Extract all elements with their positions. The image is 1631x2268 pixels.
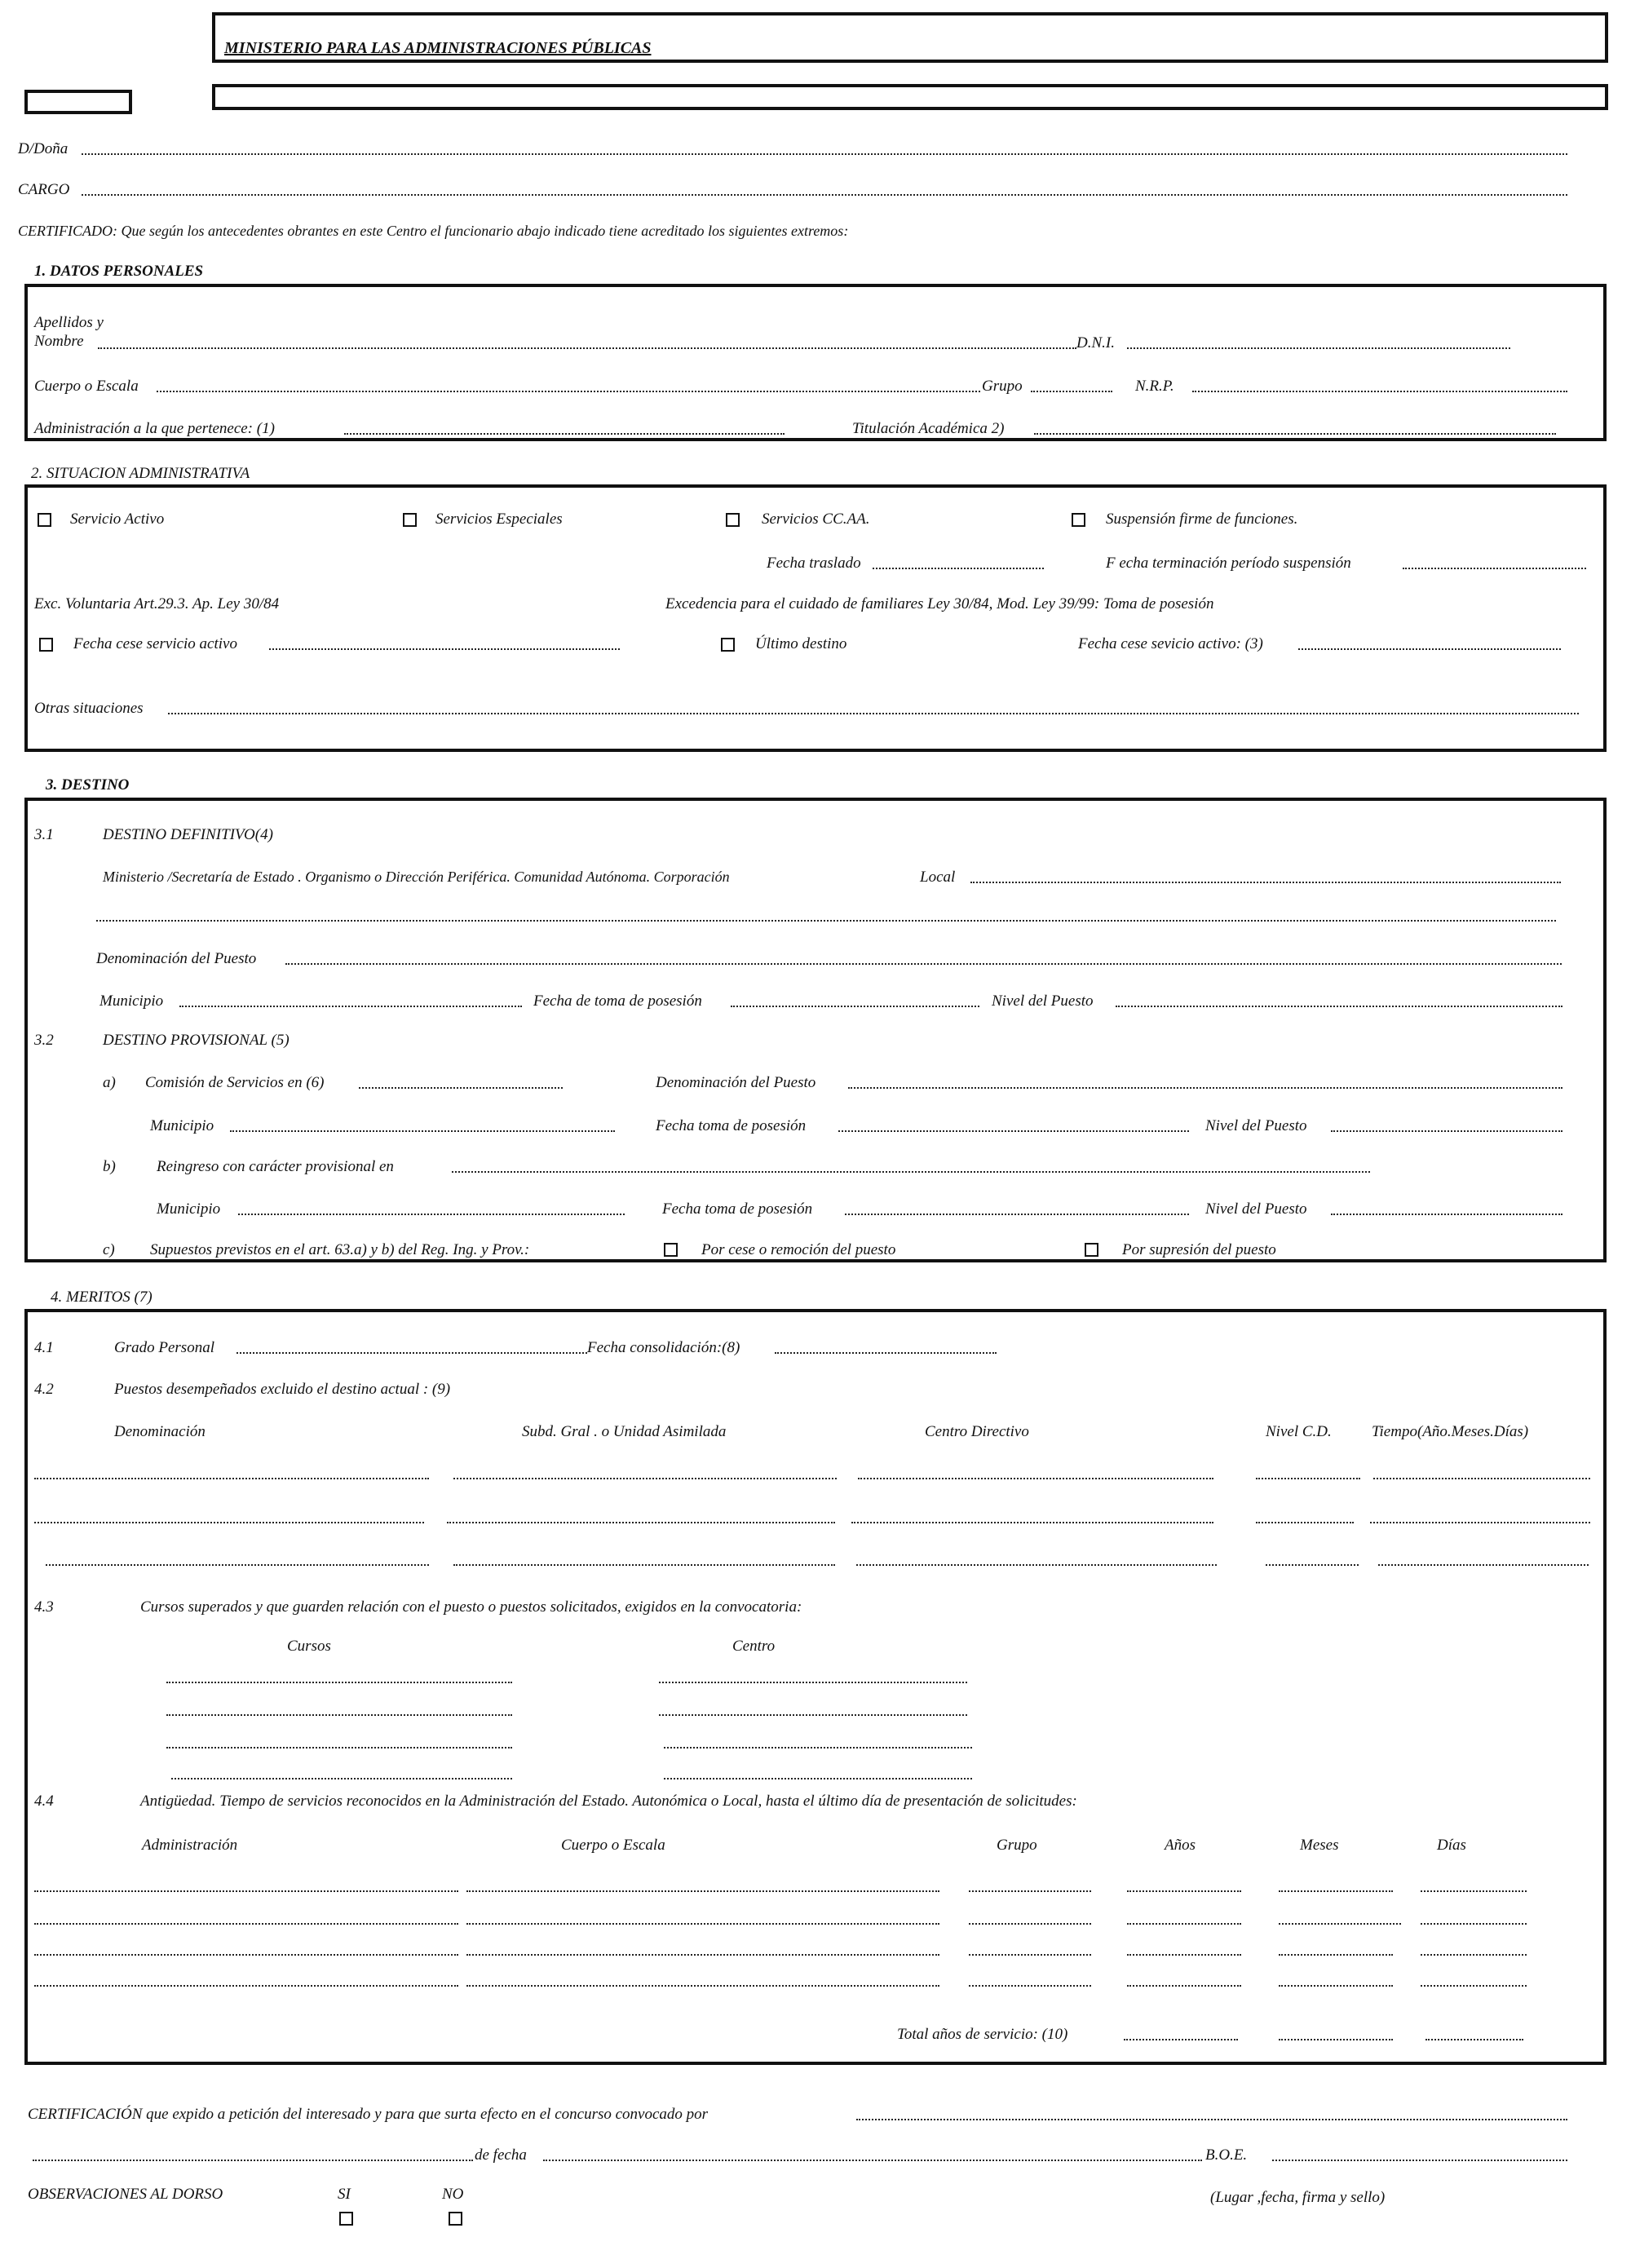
denominacion2-label: Denominación del Puesto [656,1074,816,1091]
apellidos-label-1: Apellidos y [34,314,104,331]
antig-row2-meses[interactable] [1279,1923,1401,1925]
fecha-terminacion-field[interactable] [1403,568,1586,569]
antig-row4-admin[interactable] [34,1985,458,1987]
puestos-row2-denominacion[interactable] [34,1522,424,1523]
supuestos-label: Supuestos previstos en el art. 63.a) y b) del Reg. Ing. y Prov.: [150,1241,530,1258]
registry-box-wide[interactable] [212,84,1608,110]
reingreso-field[interactable] [452,1171,1370,1173]
apellidos-field[interactable] [98,347,1076,349]
puestos-row2-centro[interactable] [851,1522,1213,1523]
cursos-row2-centro[interactable] [659,1714,967,1716]
antig-row1-dias[interactable] [1421,1890,1527,1892]
col-nivel: Nivel C.D. [1266,1423,1332,1440]
suspension-label: Suspensión firme de funciones. [1106,511,1298,528]
municipio-field[interactable] [179,1006,522,1007]
fecha-toma3-field[interactable] [845,1214,1189,1215]
nrp-label: N.R.P. [1135,378,1174,395]
section2-title: 2. SITUACION ADMINISTRATIVA [31,465,250,482]
puestos-row1-centro[interactable] [858,1478,1213,1479]
col-anos: Años [1165,1837,1196,1854]
nivel2-field[interactable] [1331,1130,1562,1132]
local-field[interactable] [970,882,1561,883]
registry-box-small[interactable] [24,90,132,114]
antig-row2-anos[interactable] [1127,1923,1241,1925]
antig-row2-dias[interactable] [1421,1923,1527,1925]
col-admin: Administración [142,1837,238,1854]
puestos-row1-denominacion[interactable] [34,1478,429,1479]
antig-row1-cuerpo[interactable] [466,1890,939,1892]
fecha-cese-field[interactable] [269,648,620,650]
cursos-row3-curso[interactable] [166,1747,512,1749]
n43: 4.3 [34,1598,54,1616]
cuerpo-field[interactable] [157,391,980,392]
puestos-row1-tiempo[interactable] [1373,1478,1590,1479]
por-supresion-checkbox[interactable] [1085,1243,1098,1257]
concurso-field[interactable] [856,2119,1567,2120]
exc-voluntaria-label: Exc. Voluntaria Art.29.3. Ap. Ley 30/84 [34,595,280,612]
section3-box [24,798,1607,1262]
certificacion-text: CERTIFICACIÓN que expido a petición del interesado y para que surta efecto en el concurso convocado por [28,2106,709,2123]
denominacion2-field[interactable] [848,1087,1562,1089]
admin-label: Administración a la que pertenece: (1) [34,420,275,437]
antig-row3-cuerpo[interactable] [466,1954,939,1956]
fecha-cese-label: Fecha cese servicio activo [73,635,237,652]
grado-field[interactable] [236,1352,587,1354]
puestos-row1-nivel[interactable] [1256,1478,1360,1479]
nivel-field[interactable] [1116,1006,1562,1007]
col-denominacion: Denominación [114,1423,206,1440]
total-anos-field[interactable] [1124,2039,1238,2040]
fecha-toma2-field[interactable] [838,1130,1189,1132]
admin-field[interactable] [344,433,785,435]
antig-row3-grupo[interactable] [969,1954,1091,1956]
servicio-activo-label: Servicio Activo [70,511,165,528]
col-centro2: Centro [732,1638,776,1655]
excedencia-label: Excedencia para el cuidado de familiares Ley 30/84, Mod. Ley 39/99: Toma de posesión [665,595,1214,612]
puestos-row2-tiempo[interactable] [1370,1522,1590,1523]
col-subd: Subd. Gral . o Unidad Asimilada [522,1423,727,1440]
grado-label: Grado Personal [114,1339,214,1356]
lugar-label: (Lugar ,fecha, firma y sello) [1210,2189,1386,2206]
section1-title: 1. DATOS PERSONALES [34,263,204,280]
section1-box [24,284,1607,441]
section4-title: 4. MERITOS (7) [51,1289,152,1306]
col-tiempo: Tiempo(Año.Meses.Días) [1372,1423,1529,1440]
nrp-field[interactable] [1192,391,1567,392]
puestos-row1-subd[interactable] [453,1478,837,1479]
grupo-label: Grupo [982,378,1023,395]
antig-row4-dias[interactable] [1421,1985,1527,1987]
antig-row1-admin[interactable] [34,1890,458,1892]
servicios-especiales-checkbox[interactable] [403,513,417,527]
section4-box [24,1309,1607,2065]
fecha-toma-field[interactable] [731,1006,979,1007]
c-label: c) [103,1241,115,1258]
fecha-terminacion-label: F echa terminación período suspensión [1106,555,1351,572]
cursos-row1-curso[interactable] [166,1682,512,1683]
certificado-text: CERTIFICADO: Que según los antecedentes obrantes en este Centro el funcionario abajo indicado tiene acreditado los siguientes extremos: [18,223,849,239]
cursos-row4-centro[interactable] [664,1778,972,1779]
puestos-label: Puestos desempeñados excluido el destino actual : (9) [114,1381,451,1398]
name-label: D/Doña [18,140,69,157]
antig-row3-meses[interactable] [1279,1954,1393,1956]
otras-label: Otras situaciones [34,700,144,717]
por-supresion-label: Por supresión del puesto [1122,1241,1276,1258]
col-centro: Centro Directivo [925,1423,1029,1440]
nivel3-label: Nivel del Puesto [1205,1200,1307,1218]
reingreso-label: Reingreso con carácter provisional en [157,1158,394,1175]
antig-row4-cuerpo[interactable] [466,1985,939,1987]
total-meses-field[interactable] [1279,2039,1393,2040]
col-meses: Meses [1300,1837,1339,1854]
antig-row4-grupo[interactable] [969,1985,1091,1987]
ministerio-field-2[interactable] [96,920,1556,922]
servicios-ccaa-label: Servicios CC.AA. [762,511,870,528]
grupo-field[interactable] [1031,391,1112,392]
total-label: Total años de servicio: (10) [897,2026,1068,2043]
fecha-traslado-field[interactable] [873,568,1044,569]
fecha-cese-checkbox[interactable] [39,638,53,652]
puestos-row3-subd[interactable] [453,1564,835,1566]
n41: 4.1 [34,1339,54,1356]
n31: 3.1 [34,826,54,843]
puestos-row3-nivel[interactable] [1266,1564,1359,1566]
destino-provisional-label: DESTINO PROVISIONAL (5) [103,1032,290,1049]
fecha-toma3-label: Fecha toma de posesión [662,1200,813,1218]
b-label: b) [103,1158,116,1175]
servicios-especiales-label: Servicios Especiales [435,511,563,528]
nivel2-label: Nivel del Puesto [1205,1117,1307,1134]
antig-row2-grupo[interactable] [969,1923,1091,1925]
por-cese-checkbox[interactable] [664,1243,678,1257]
cuerpo-label: Cuerpo o Escala [34,378,139,395]
fecha-toma-label: Fecha de toma de posesión [533,993,702,1010]
cargo-label: CARGO [18,181,70,198]
antig-row1-grupo[interactable] [969,1890,1091,1892]
ultimo-destino-label: Último destino [755,635,847,652]
fecha-cese2-label: Fecha cese sevicio activo: (3) [1078,635,1263,652]
municipio3-label: Municipio [157,1200,221,1218]
ministerio-label: Ministerio /Secretaría de Estado . Organismo o Dirección Periférica. Comunidad Autónoma. Corporación [103,869,730,885]
no-label: NO [442,2186,464,2203]
puestos-row2-nivel[interactable] [1256,1522,1354,1523]
cursos-row2-curso[interactable] [166,1714,512,1716]
n42: 4.2 [34,1381,54,1398]
antig-row2-cuerpo[interactable] [466,1923,939,1925]
puestos-row3-denominacion[interactable] [46,1564,429,1566]
antig-row2-admin[interactable] [34,1923,458,1925]
municipio2-label: Municipio [150,1117,214,1134]
servicio-activo-checkbox[interactable] [38,513,51,527]
no-checkbox[interactable] [449,2212,462,2226]
col-grupo: Grupo [997,1837,1037,1854]
puestos-row3-centro[interactable] [856,1564,1217,1566]
ministry-title: MINISTERIO PARA LAS ADMINISTRACIONES PÚBLICAS [224,39,652,57]
cursos-row3-centro[interactable] [664,1747,972,1749]
boe-label: B.O.E. [1205,2146,1248,2164]
n32: 3.2 [34,1032,54,1049]
de-fecha-label: de fecha [475,2146,527,2164]
convocatoria-field[interactable] [33,2160,473,2161]
antig-row3-anos[interactable] [1127,1954,1241,1956]
destino-definitivo-label: DESTINO DEFINITIVO(4) [103,826,273,843]
fecha-toma2-label: Fecha toma de posesión [656,1117,807,1134]
antig-row1-meses[interactable] [1279,1890,1393,1892]
comision-label: Comisión de Servicios en (6) [145,1074,325,1091]
col-dias: Días [1437,1837,1466,1854]
antig-row4-anos[interactable] [1127,1985,1241,1987]
fecha-cese2-field[interactable] [1298,648,1561,650]
de-fecha-field[interactable] [543,2160,1202,2161]
por-cese-label: Por cese o remoción del puesto [701,1241,896,1258]
total-dias-field[interactable] [1425,2039,1523,2040]
titulacion-field[interactable] [1034,433,1556,435]
servicios-ccaa-checkbox[interactable] [726,513,740,527]
local-label: Local [920,869,956,886]
denominacion-label: Denominación del Puesto [96,950,257,967]
name-field[interactable] [82,153,1567,155]
comision-field[interactable] [359,1087,563,1089]
antig-row4-meses[interactable] [1279,1985,1393,1987]
antig-row3-dias[interactable] [1421,1954,1527,1956]
cargo-field[interactable] [82,194,1567,196]
titulacion-label: Titulación Académica 2) [852,420,1005,437]
col-cursos: Cursos [287,1638,331,1655]
cursos-text: Cursos superados y que guarden relación con el puesto o puestos solicitados, exigidos en la convocatoria: [140,1598,802,1616]
municipio3-field[interactable] [238,1214,625,1215]
section3-title: 3. DESTINO [46,776,130,794]
municipio-label: Municipio [99,993,164,1010]
otras-field[interactable] [168,713,1579,714]
denominacion-field[interactable] [285,963,1562,965]
fecha-consolidacion-field[interactable] [775,1352,997,1354]
a-label: a) [103,1074,116,1091]
antig-row3-admin[interactable] [34,1954,458,1956]
boe-field[interactable] [1272,2160,1567,2161]
antiguedad-text: Antigüedad. Tiempo de servicios reconocidos en la Administración del Estado. Autonómica o Local, hasta el último día de presentación de solicitudes: [140,1793,1077,1810]
cursos-row4-curso[interactable] [171,1778,512,1779]
si-label: SI [338,2186,351,2203]
fecha-consolidacion-label: Fecha consolidación:(8) [587,1339,740,1356]
puestos-row2-subd[interactable] [447,1522,835,1523]
dni-field[interactable] [1127,347,1510,349]
antig-row1-anos[interactable] [1127,1890,1241,1892]
apellidos-label-2: Nombre [34,333,84,350]
dni-label: D.N.I. [1076,334,1115,351]
nivel-label: Nivel del Puesto [992,993,1094,1010]
municipio2-field[interactable] [230,1130,615,1132]
si-checkbox[interactable] [339,2212,353,2226]
n44: 4.4 [34,1793,54,1810]
cursos-row1-centro[interactable] [659,1682,967,1683]
ultimo-destino-checkbox[interactable] [721,638,735,652]
col-cuerpo: Cuerpo o Escala [561,1837,665,1854]
suspension-checkbox[interactable] [1072,513,1085,527]
nivel3-field[interactable] [1331,1214,1562,1215]
fecha-traslado-label: Fecha traslado [767,555,861,572]
puestos-row3-tiempo[interactable] [1378,1564,1589,1566]
observaciones-label: OBSERVACIONES AL DORSO [28,2186,223,2203]
